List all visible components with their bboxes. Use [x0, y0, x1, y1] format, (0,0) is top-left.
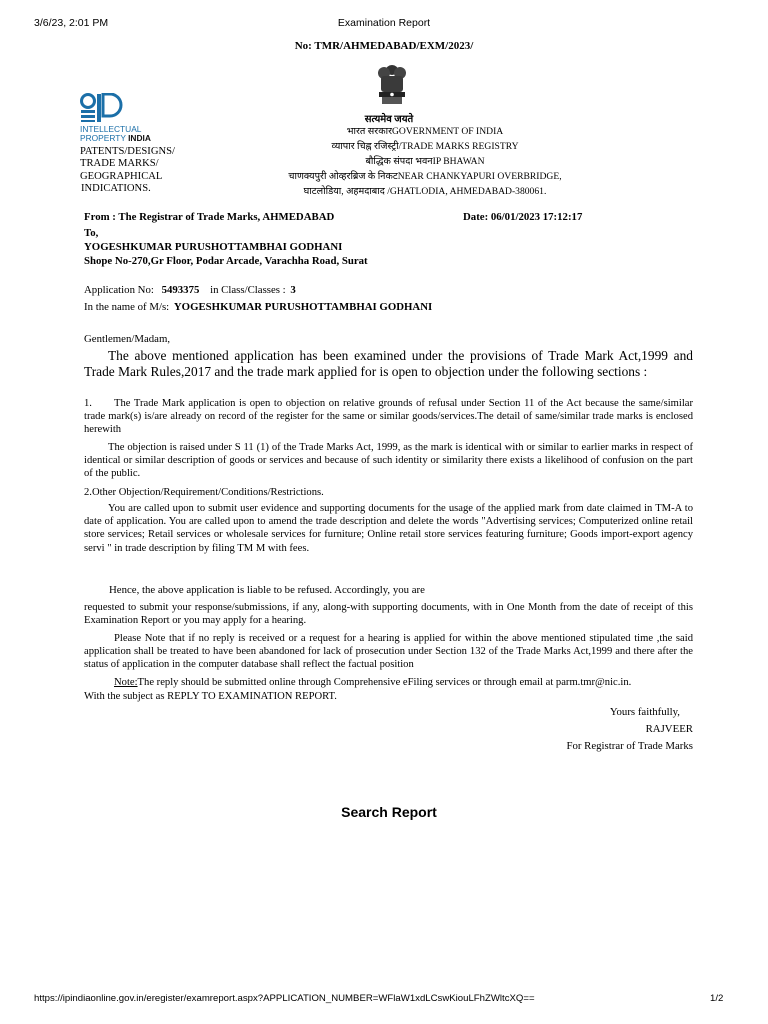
addressee-address: Shope No-270,Gr Floor, Podar Arcade, Varachha Road, Surat: [84, 255, 368, 267]
objection-item-2-heading: 2.Other Objection/Requirement/Conditions/Restrictions.: [84, 487, 324, 498]
applicant-name-label: In the name of M/s:: [84, 301, 170, 313]
application-number-label: Application No:: [84, 284, 154, 296]
government-address: [230, 124, 620, 199]
objection-item-1: [84, 397, 693, 437]
dept-line: TRADE MARKS/: [80, 158, 159, 170]
intro-paragraph: The above mentioned application has been examined under the provisions of Trade Mark Act,1999 and Trade Mark Rules,2017 and the trade mark applied for is open to objection under the following sections :: [84, 348, 693, 379]
class-label: in Class/Classes :: [210, 284, 286, 296]
national-emblem: [376, 64, 408, 111]
class-value: 3: [290, 284, 296, 296]
reference-number: No: TMR/AHMEDABAD/EXM/2023/: [294, 40, 474, 52]
print-title: Examination Report: [337, 17, 431, 29]
item-1-number: 1.: [84, 398, 92, 409]
note-text: The reply should be submitted online through Comprehensive eFiling services or through email at parm.tmr@nic.in.: [137, 677, 632, 688]
footer-page-number: 1/2: [710, 993, 724, 1004]
addressee-name: YOGESHKUMAR PURUSHOTTAMBHAI GODHANI: [84, 241, 343, 253]
closing-for: For Registrar of Trade Marks: [566, 740, 693, 752]
note-label: Note:: [114, 677, 138, 688]
please-note-paragraph: Please Note that if no reply is received or a request for a hearing is applied for within the above mentioned stipulated time ,the said application shall be treated to have been abandoned for lack of prosecution under Section 132 of the Trade Marks Act,1999 and there after the status of application in the computer database shall reflect the factual position: [84, 633, 693, 671]
objection-item-1-detail: The objection is raised under S 11 (1) of the Trade Marks Act, 1999, as the mark is identical with or similar to earlier marks in respect of identical or similar description of goods or services and because of such identity or similarity there exists a likelihood of confusion on the part of the public.: [84, 442, 693, 480]
logo-line-2a: PROPERTY: [80, 133, 129, 143]
hence-line: Hence, the above application is liable to be refused. Accordingly, you are: [109, 584, 425, 596]
gov-line: बौद्धिक संपदा भवनIP BHAWAN: [365, 156, 485, 167]
closing-signatory: RAJVEER: [645, 723, 693, 735]
salutation: Gentlemen/Madam,: [84, 333, 171, 345]
gov-line: घाटलोडिया, अहमदाबाद /GHATLODIA, AHMEDABAD-380061.: [303, 186, 547, 197]
search-report-heading: Search Report: [341, 804, 437, 820]
logo-department-list: [80, 146, 175, 196]
request-paragraph: requested to submit your response/submissions, if any, along-with supporting documents, with in One Month from the date of receipt of this Examination Report or you may apply for a hearing.: [84, 602, 693, 627]
gov-line: चाणक्यपुरी ओव्हरब्रिज के निकटNEAR CHANKYAPURI OVERBRIDGE,: [288, 171, 562, 182]
logo-line-2: [80, 134, 151, 143]
logo-text: [80, 125, 151, 143]
objection-item-2-text: You are called upon to submit user evidence and supporting documents for the usage of the applied mark from date claimed in TM-A to date of application. You are called upon to amend the trade description and delete the words "Advertising services; Computerized online retail store services; Retail services or wholesale services for furniture; Online retail store services featuring furniture; Goods import-export agency servi " in trade description by filing TM M with fees.: [84, 503, 693, 554]
from-line: From : The Registrar of Trade Marks, AHMEDABAD: [84, 211, 335, 223]
footer-url: https://ipindiaonline.gov.in/eregister/examreport.aspx?APPLICATION_NUMBER=WFlaW1xdLCswKiouLFhZWltcXQ==: [34, 993, 535, 1004]
dept-line: PATENTS/DESIGNS/: [80, 146, 175, 157]
applicant-name: YOGESHKUMAR PURUSHOTTAMBHAI GODHANI: [173, 301, 433, 313]
dept-line: GEOGRAPHICAL: [80, 170, 163, 182]
ashoka-lions-icon: [376, 64, 408, 106]
emblem-motto: सत्यमेव जयते: [364, 114, 414, 125]
subject-line: With the subject as REPLY TO EXAMINATION REPORT.: [84, 691, 337, 702]
closing-yours: Yours faithfully,: [609, 706, 680, 718]
item-1-text: The Trade Mark application is open to objection on relative grounds of refusal under Section 11 of the Act because the same/similar trade mark(s) is/are already on record of the register for the same or similar goods/services.The detail of same/similar trade marks is enclosed herewith: [84, 398, 693, 436]
gov-line: व्यापार चिह्न रजिस्ट्री/TRADE MARKS REGISTRY: [331, 141, 519, 152]
dept-line: INDICATIONS.: [81, 183, 151, 195]
to-label: To,: [84, 227, 99, 239]
note-paragraph: [84, 676, 693, 689]
application-number-line: [84, 284, 296, 296]
application-number: 5493375: [161, 284, 200, 296]
gov-line: भारत सरकारGOVERNMENT OF INDIA: [346, 126, 504, 137]
logo-line-1: INTELLECTUAL: [80, 124, 142, 134]
date-line: Date: 06/01/2023 17:12:17: [463, 211, 583, 223]
logo-line-2b: INDIA: [128, 133, 151, 143]
print-datetime: 3/6/23, 2:01 PM: [34, 17, 109, 29]
applicant-name-line: [84, 301, 432, 313]
